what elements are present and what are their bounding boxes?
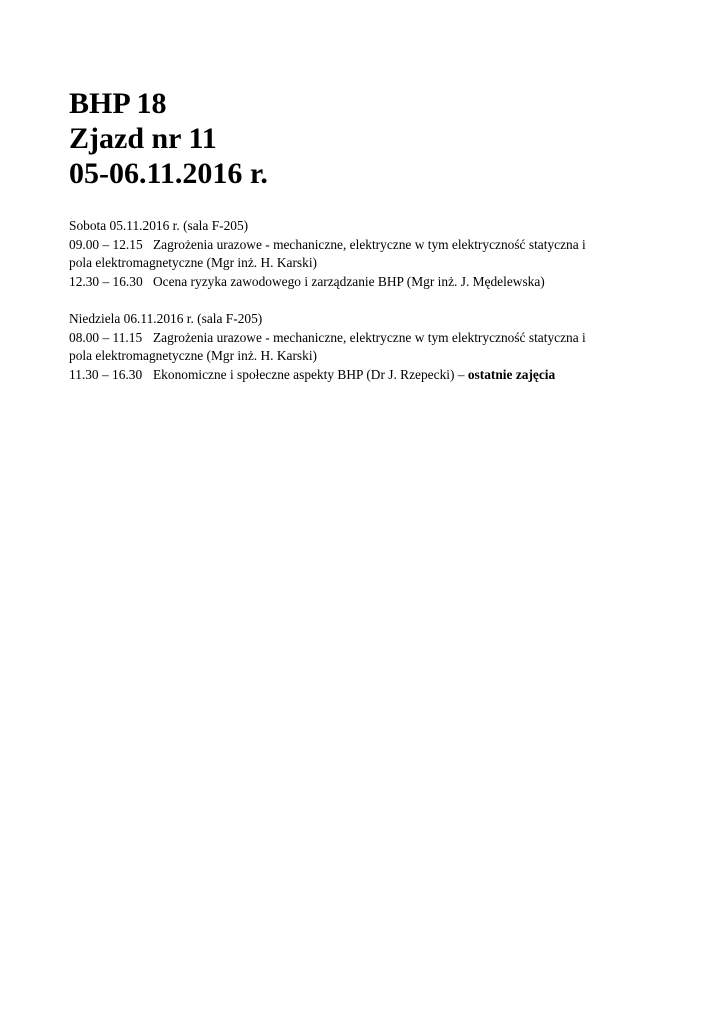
day-header: Niedziela 06.11.2016 r. (sala F-205) — [69, 310, 263, 326]
day-saturday — [69, 217, 649, 291]
schedule-entry — [69, 366, 649, 385]
entry-first-line — [69, 236, 649, 255]
entry-text: Ekonomiczne i społeczne aspekty BHP (Dr J. Rzepecki) – — [153, 366, 468, 382]
schedule-entry — [69, 236, 649, 273]
day-sunday — [69, 310, 649, 384]
schedule-entry — [69, 329, 649, 366]
final-class-note: ostatnie zajęcia — [467, 366, 556, 382]
entry-time: 08.00 – 11.15 — [69, 329, 143, 345]
entry-time: 09.00 – 12.15 — [69, 236, 143, 252]
entry-text: Ocena ryzyka zawodowego i zarządzanie BHP (Mgr inż. J. Mędelewska) — [153, 273, 545, 289]
entry-text: Zagrożenia urazowe - mechaniczne, elektryczne w tym elektryczność statyczna i — [153, 236, 586, 252]
entry-continuation: pola elektromagnetyczne (Mgr inż. H. Karski) — [69, 348, 318, 364]
entry-first-line — [69, 366, 649, 385]
title-line-dates: 05-06.11.2016 r. — [69, 157, 268, 190]
entry-first-line — [69, 329, 649, 348]
entry-time: 11.30 – 16.30 — [69, 366, 143, 382]
entry-text: Zagrożenia urazowe - mechaniczne, elektryczne w tym elektryczność statyczna i — [153, 329, 586, 345]
entry-continuation: pola elektromagnetyczne (Mgr inż. H. Karski) — [69, 255, 318, 271]
schedule — [69, 217, 649, 403]
title-line-course: BHP 18 — [69, 87, 167, 120]
title-line-session: Zjazd nr 11 — [69, 122, 217, 155]
entry-first-line — [69, 273, 649, 292]
day-header: Sobota 05.11.2016 r. (sala F-205) — [69, 218, 249, 233]
entry-time: 12.30 – 16.30 — [69, 273, 143, 289]
document-title — [69, 86, 669, 191]
schedule-entry — [69, 273, 649, 292]
